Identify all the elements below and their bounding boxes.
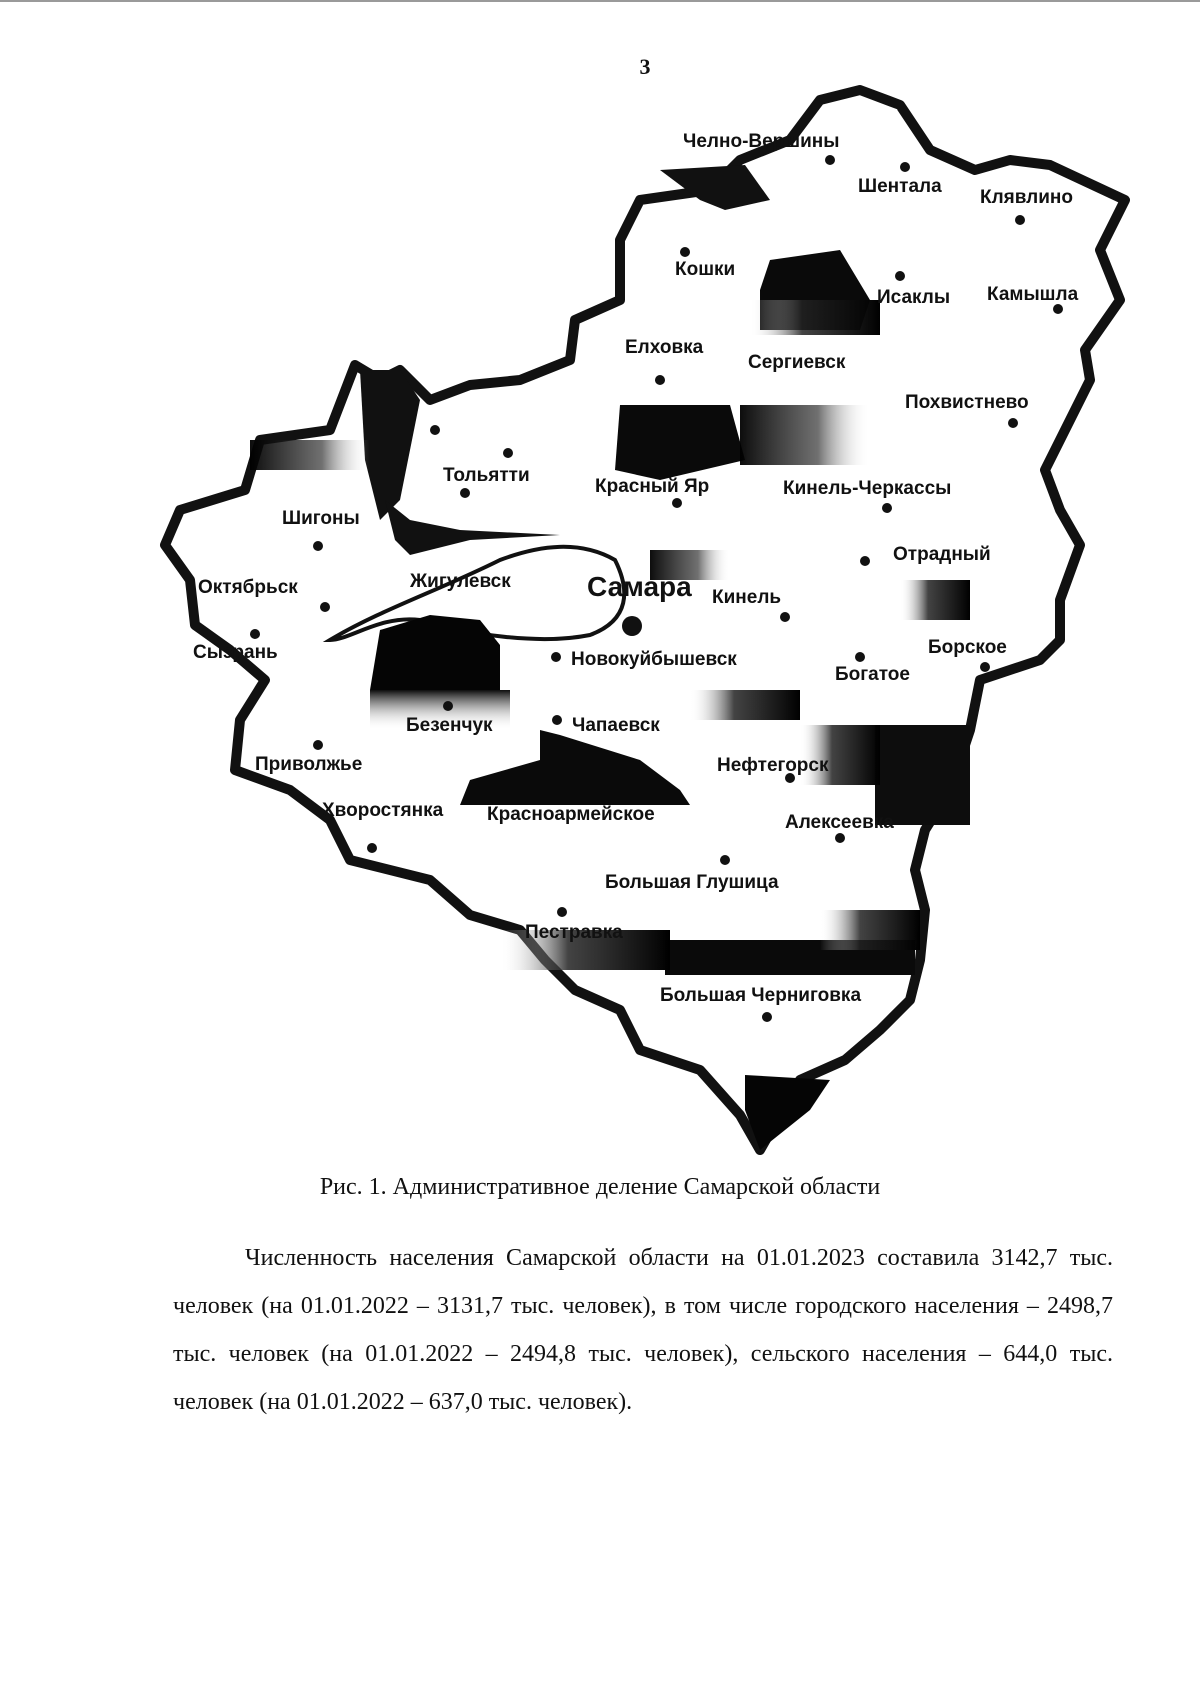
city-label-kamyshla: Камышла <box>987 284 1079 305</box>
city-label-pokhvistnevo: Похвистнево <box>905 392 1029 413</box>
city-label-novokuybyshevsk: Новокуйбышевск <box>571 649 737 670</box>
city-label-syzran: Сызрань <box>193 642 278 663</box>
city-label-pestravka: Пестравка <box>525 922 623 943</box>
city-label-samara: Самара <box>587 571 692 602</box>
region-border <box>165 90 1125 1150</box>
city-label-privolzhye: Приволжье <box>255 754 363 775</box>
city-label-otradny: Отрадный <box>893 544 991 565</box>
city-label-shentala: Шентала <box>858 176 942 197</box>
city-label-sergievsk: Сергиевск <box>748 352 846 373</box>
city-label-isakly: Исаклы <box>877 287 951 308</box>
city-label-krasny-yar: Красный Яр <box>595 476 710 497</box>
city-label-bolshaya-glushitsa: Большая Глушица <box>605 872 779 893</box>
city-label-shigony: Шигоны <box>282 508 360 529</box>
city-label-klyavlino: Клявлино <box>980 187 1074 208</box>
page-number: 3 <box>639 54 651 79</box>
city-label-bezenchuk: Безенчук <box>406 715 493 736</box>
city-label-kinel-cherkassy: Кинель-Черкассы <box>783 478 952 499</box>
population-paragraph: Численность населения Самарской области на 01.01.2023 составила 3142,7 тыс. человек (на 01.01.2022 – 3131,7 тыс. человек), в том числе городского населения – 2498,7 тыс. человек (на 01.01.2022 – 2494,8 тыс. человек), сельского населения – 644,0 тыс. человек (на 01.01.2022 – 637,0 тыс. человек). <box>173 1245 1113 1415</box>
city-label-elkhovka: Елховка <box>625 337 704 358</box>
city-label-bogatoe: Богатое <box>835 664 910 685</box>
city-label-koshki: Кошки <box>675 259 736 280</box>
city-label-khvorostyanka: Хворостянка <box>322 800 444 821</box>
figure-caption: Рис. 1. Административное деление Самарской области <box>319 1174 881 1200</box>
city-label-alekseevka: Алексеевка <box>785 812 894 833</box>
city-label-chelno-vershiny: Челно-Вершины <box>683 131 840 152</box>
city-label-kinel: Кинель <box>712 587 782 608</box>
city-label-tolyatti: Тольятти <box>443 465 530 486</box>
city-label-neftegorsk: Нефтегорск <box>717 755 829 776</box>
city-label-krasnoarmeyskoe: Красноармейское <box>487 804 655 825</box>
city-label-borskoe: Борское <box>928 637 1007 658</box>
city-label-zhigulevsk: Жигулевск <box>410 571 511 592</box>
city-label-oktyabrsk: Октябрьск <box>198 577 298 598</box>
city-label-bolshaya-chernigovka: Большая Черниговка <box>660 985 862 1006</box>
city-label-chapaevsk: Чапаевск <box>572 715 660 736</box>
